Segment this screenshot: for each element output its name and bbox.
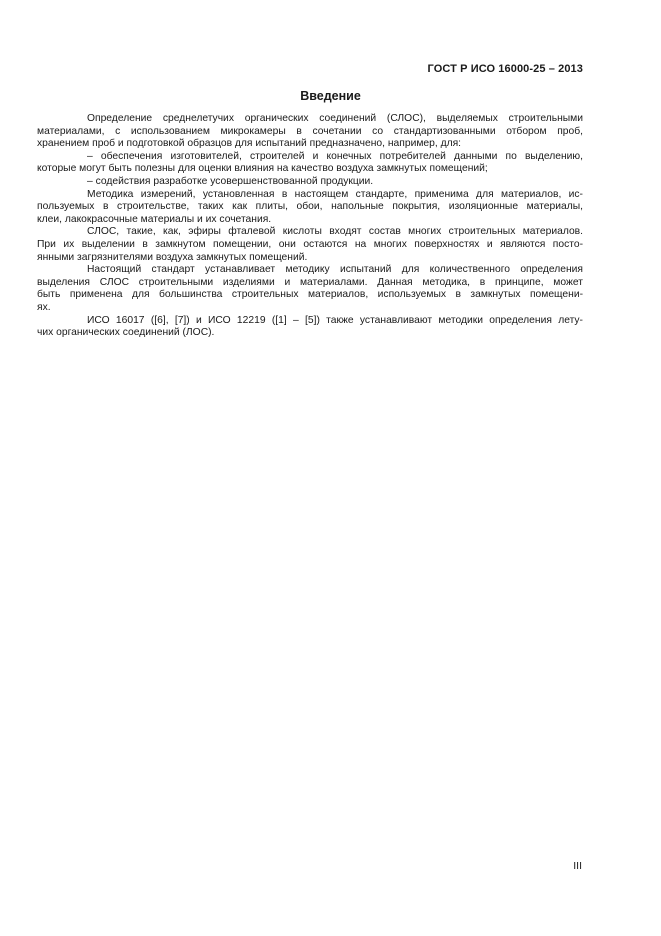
text-line: – содействия разработке усовершенствованной продукции. [87,175,374,187]
page-number: III [573,860,582,872]
text-line: выделения СЛОС строительными изделиями и материалами. Данная методика, в принципе, может [37,276,583,288]
text-line: янными загрязнителями воздуха замкнутых помещений. [37,251,308,263]
document-body [37,113,583,340]
text-line: клеи, лакокрасочные материалы и их сочетания. [37,213,272,225]
text-line: – обеспечения изготовителей, строителей и конечных потребителей данными по выделению, [87,150,583,162]
text-line: пользуемых в строительстве, таких как плиты, обои, напольные покрытия, изоляционные материалы, [37,201,583,213]
text-line: материалами, с использованием микрокамеры в сочетании со стандартизованными отбором проб, [37,125,583,137]
paragraph [37,188,583,227]
paragraph [37,113,583,151]
text-line: быть применена для большинства строительных материалов, используемых в замкнутых помещени- [37,289,583,301]
text-line: ИСО 16017 ([6], [7]) и ИСО 12219 ([1] – [5]) также устанавливают методики определения лету- [87,314,583,326]
paragraph [87,176,583,189]
text-line: которые могут быть полезны для оценки влияния на качество воздуха замкнутых помещений; [37,163,488,175]
text-line: Определение среднелетучих органических соединений (СЛОС), выделяемых строительными [87,113,583,124]
text-line: Методика измерений, установленная в настоящем стандарте, применима для материалов, ис- [87,188,583,200]
text-line: СЛОС, такие, как, эфиры фталевой кислоты входят состав многих строительных материалов. [87,226,583,238]
text-line: ях. [37,301,51,313]
paragraph [37,264,583,314]
paragraph [37,226,583,264]
text-line: чих органических соединений (ЛОС). [37,327,215,339]
text-line: хранением проб и подготовкой образцов для испытаний предназначено, например, для: [37,138,462,150]
document-header: ГОСТ Р ИСО 16000-25 – 2013 [427,63,583,75]
text-line: Настоящий стандарт устанавливает методику испытаний для количественного определения [87,264,583,276]
paragraph [37,150,583,176]
text-line: При их выделении в замкнутом помещении, они остаются на многих поверхностях и являются посто- [37,238,583,250]
section-title: Введение [300,89,361,103]
paragraph [37,314,583,340]
